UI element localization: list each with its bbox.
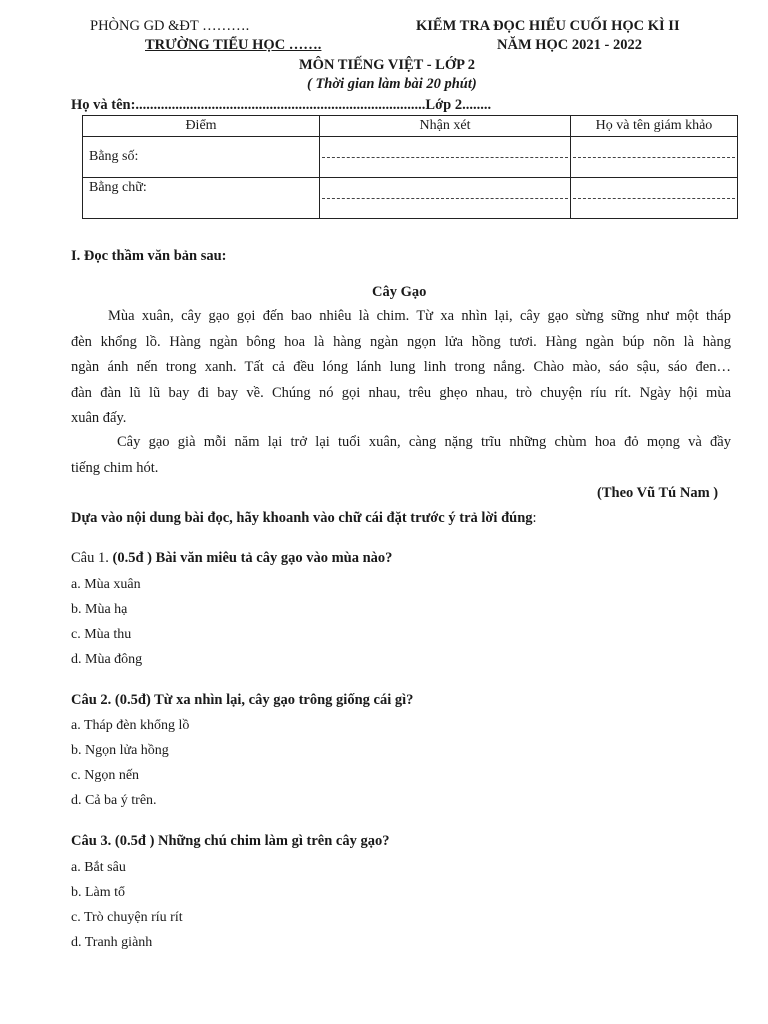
instruction-colon: : <box>532 510 537 526</box>
q3-option-b[interactable]: b. Làm tổ <box>71 885 126 900</box>
question-1 <box>71 550 392 567</box>
instruction <box>71 510 537 527</box>
passage-line: Mùa xuân, cây gạo gọi đến bao nhiêu là chim. Từ xa nhìn lại, cây gạo sừng sững như một tháp <box>108 308 731 324</box>
score-by-number-label: Bằng số: <box>83 137 320 178</box>
school-year: NĂM HỌC 2021 - 2022 <box>497 37 642 53</box>
section-title: I. Đọc thầm văn bản sau: <box>71 248 227 264</box>
q2-option-a[interactable]: a. Tháp đèn khổng lồ <box>71 718 190 733</box>
passage-line: Cây gạo già mỗi năm lại trở lại tuổi xuân, càng nặng trĩu những chùm hoa đỏ mọng và đầy <box>117 434 731 450</box>
question-label: Câu 1. <box>71 550 109 566</box>
subject-label: MÔN TIẾNG VIỆT - LỚP 2 <box>299 57 476 73</box>
question-text: (0.5đ ) Bài văn miêu tả cây gạo vào mùa nào? <box>112 550 393 566</box>
passage-line: tiếng chim hót. <box>71 459 159 476</box>
q2-option-d[interactable]: d. Cả ba ý trên. <box>71 793 157 808</box>
col-header-comment: Nhận xét <box>320 116 571 137</box>
q1-option-c[interactable]: c. Mùa thu <box>71 627 132 642</box>
q2-option-c[interactable]: c. Ngọn nến <box>71 768 140 783</box>
q1-option-a[interactable]: a. Mùa xuân <box>71 577 141 592</box>
passage-source: (Theo Vũ Tú Nam ) <box>597 485 719 501</box>
q3-option-c[interactable]: c. Trò chuyện ríu rít <box>71 910 183 925</box>
q1-option-d[interactable]: d. Mùa đông <box>71 652 143 667</box>
department-label: PHÒNG GD &ĐT ………. <box>90 18 250 34</box>
q3-option-d[interactable]: d. Tranh giành <box>71 935 153 950</box>
q3-option-a[interactable]: a. Bắt sâu <box>71 860 126 875</box>
examiner-cell-1[interactable] <box>571 137 738 178</box>
question-label: Câu 2. <box>71 692 112 708</box>
question-3 <box>71 833 389 850</box>
examiner-cell-2[interactable] <box>571 178 738 219</box>
q1-option-b[interactable]: b. Mùa hạ <box>71 602 128 617</box>
passage-line: đèn khổng lồ. Hàng ngàn bông hoa là hàng ngàn ngọn lửa hồng tươi. Hàng ngàn búp nõn là hàng <box>71 333 731 350</box>
q2-option-b[interactable]: b. Ngọn lửa hồng <box>71 743 169 758</box>
passage-line: đàn đàn lũ lũ bay đi bay về. Chúng nó gọi nhau, trêu ghẹo nhau, trò chuyện ríu rít. Ngày hội mùa <box>71 384 731 401</box>
score-table <box>82 115 738 219</box>
col-header-score: Điểm <box>83 116 320 137</box>
question-text: (0.5đ) Từ xa nhìn lại, cây gạo trông giống cái gì? <box>114 692 414 708</box>
exam-title: KIỂM TRA ĐỌC HIỂU CUỐI HỌC KÌ II <box>416 18 680 34</box>
question-2 <box>71 692 413 709</box>
question-text: (0.5đ ) Những chú chim làm gì trên cây gạo? <box>114 833 390 849</box>
question-label: Câu 3. <box>71 833 112 849</box>
instruction-text: Dựa vào nội dung bài đọc, hãy khoanh vào chữ cái đặt trước ý trả lời đúng <box>71 510 533 526</box>
school-label: TRƯỜNG TIỂU HỌC ……. <box>145 37 322 53</box>
passage-paragraph-2 <box>71 430 731 481</box>
comment-cell-2[interactable] <box>320 178 571 219</box>
student-name-line: Họ và tên:................................................................................Lớp 2........ <box>71 97 492 113</box>
col-header-examiner: Họ và tên giám khảo <box>571 116 738 137</box>
passage-line: xuân đấy. <box>71 410 127 426</box>
passage-line: ngàn ánh nến trong xanh. Tất cả đều lóng lánh lung linh trong nắng. Chào mào, sáo sậu, sáo đen… <box>71 359 731 375</box>
comment-cell-1[interactable] <box>320 137 571 178</box>
passage-title: Cây Gạo <box>372 284 427 300</box>
passage-paragraph-1 <box>71 304 731 432</box>
score-by-word-label: Bằng chữ: <box>83 178 320 219</box>
time-label: ( Thời gian làm bài 20 phút) <box>307 76 477 92</box>
